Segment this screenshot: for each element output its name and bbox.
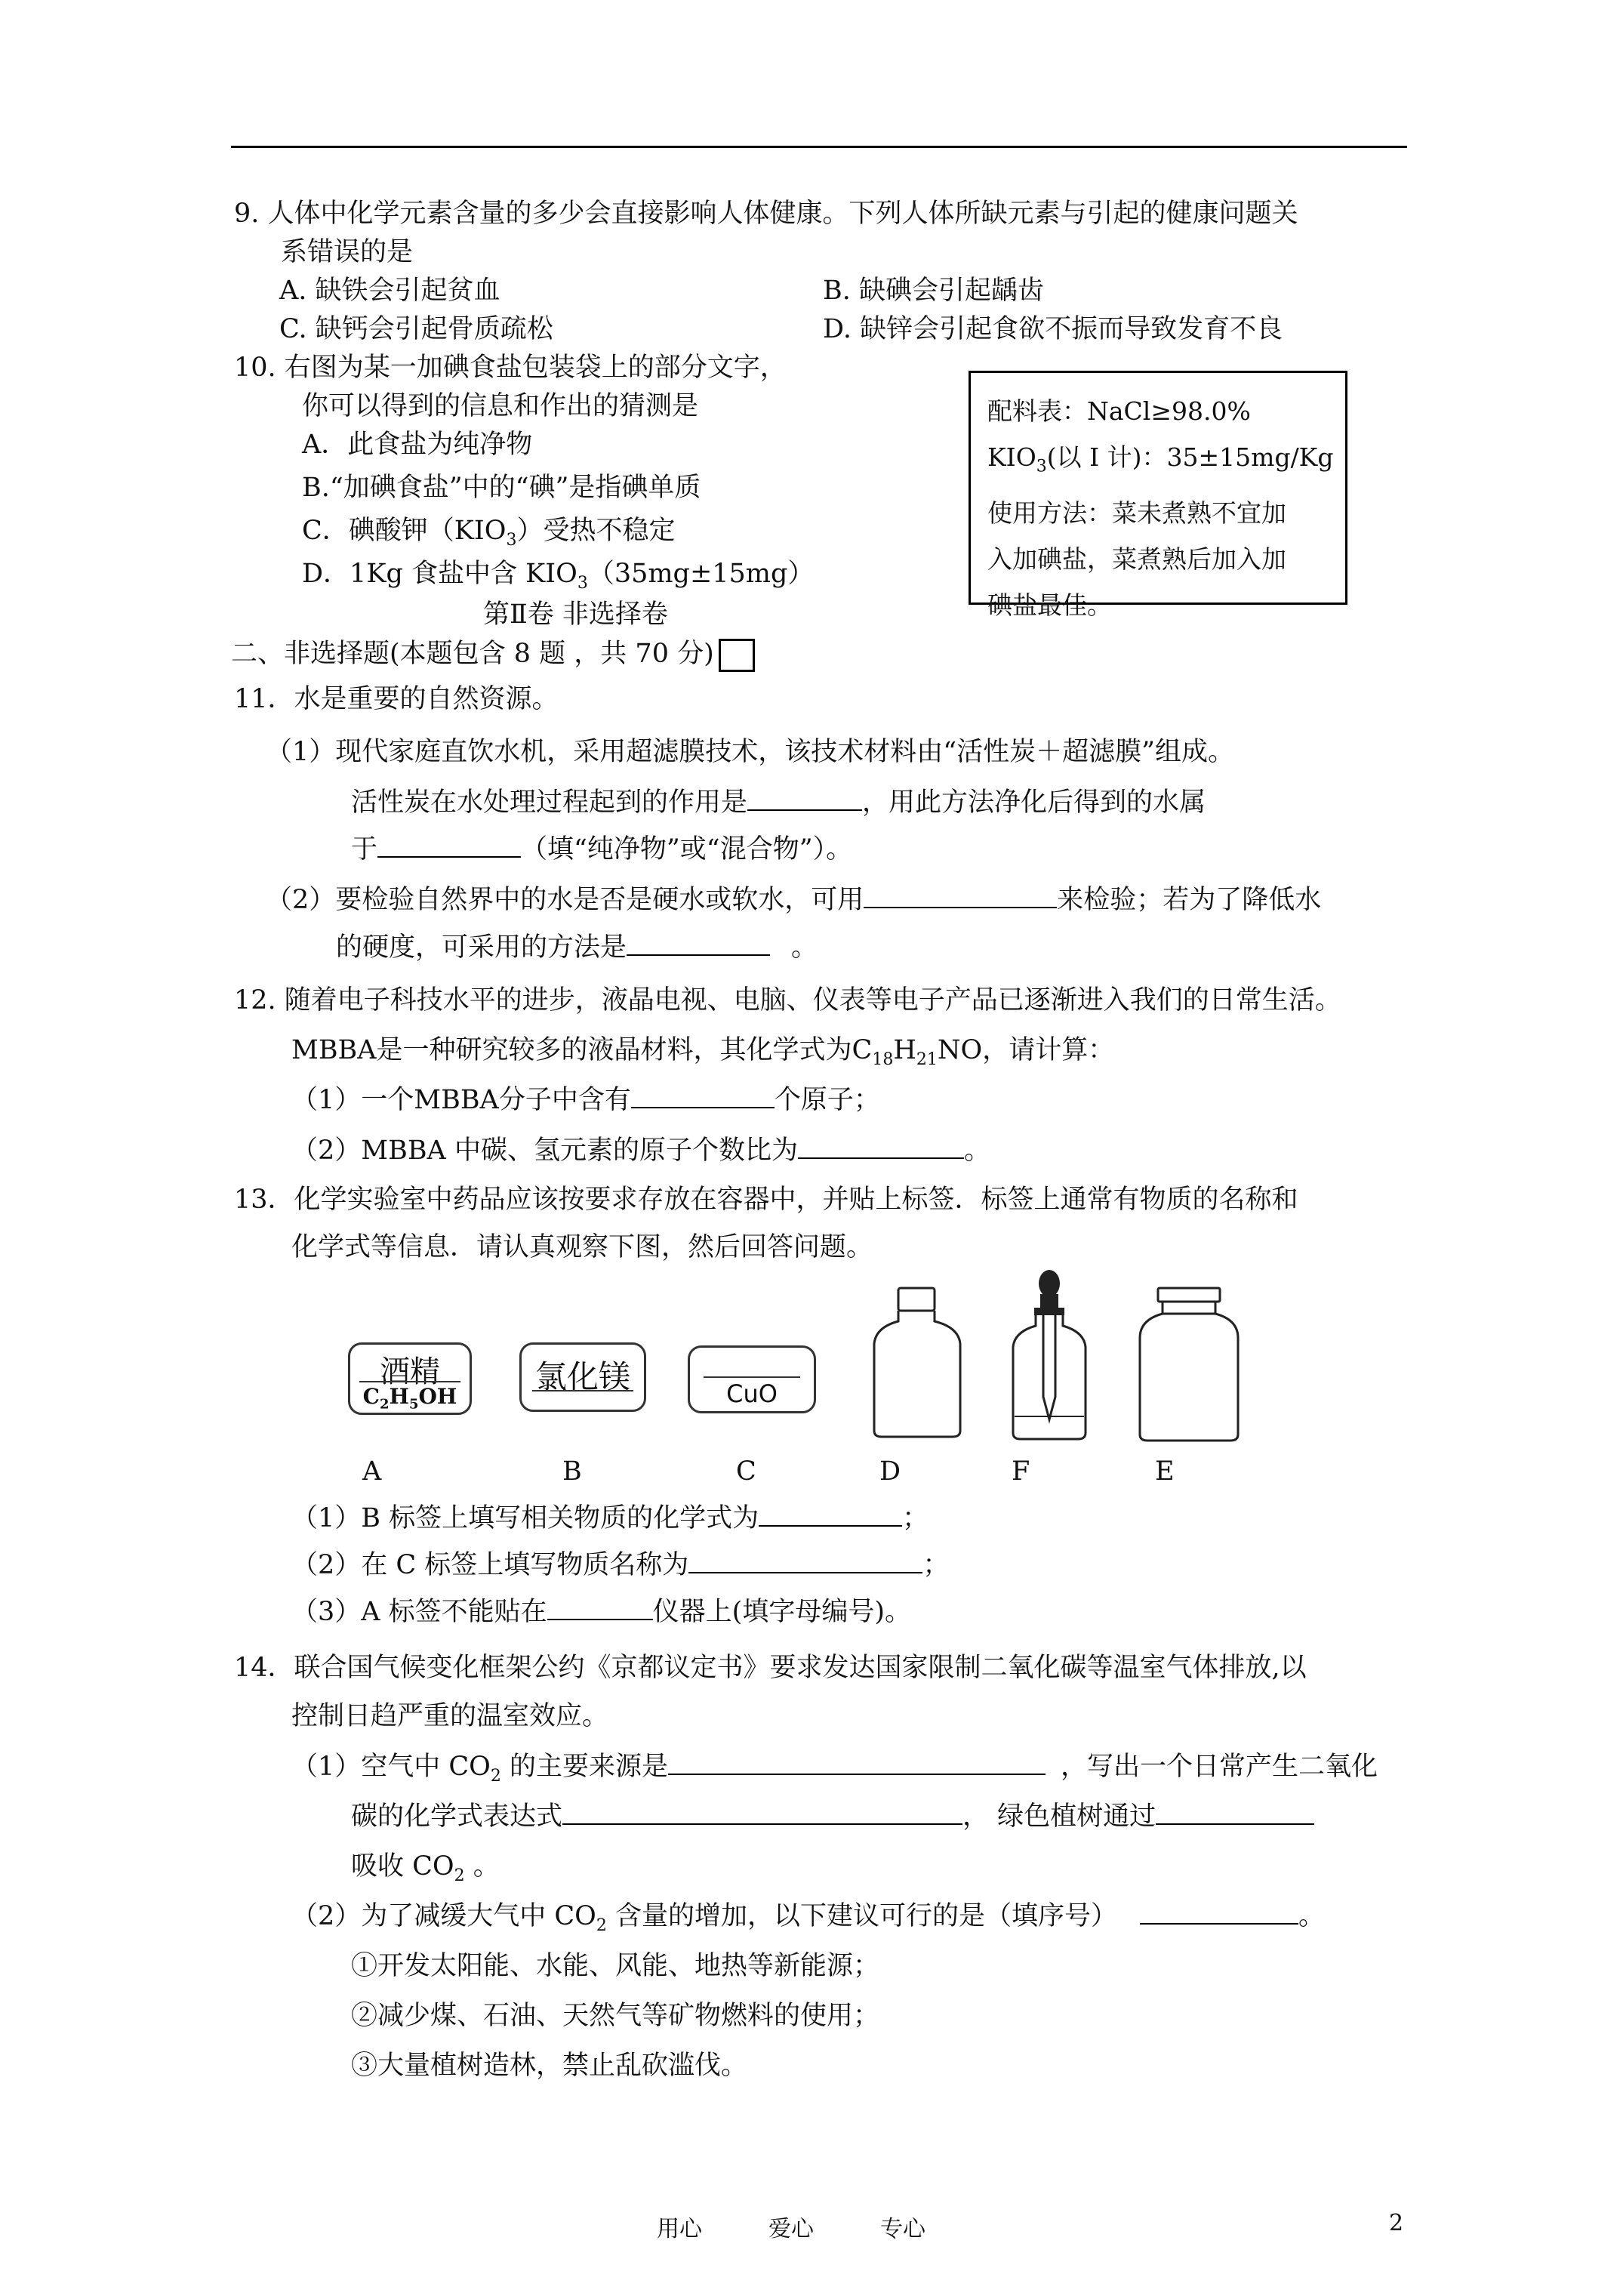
footer-text-2: 爱心 — [768, 2216, 814, 2242]
salt-label-line5: 碘盐最佳。 — [987, 590, 1112, 620]
answer-blank[interactable] — [377, 855, 521, 858]
q11-part2-line2: 的硬度，可采用的方法是 。 — [336, 932, 818, 963]
q13-part3: （3）A 标签不能贴在 仪器上(填字母编号)。 — [291, 1597, 911, 1627]
q9-option-d: D. 缺锌会引起食欲不振而导致发育不良 — [823, 314, 1283, 344]
q12-part1: （1）一个MBBA分子中含有 个原子； — [291, 1085, 880, 1115]
q9-option-a: A. 缺铁会引起贫血 — [279, 276, 500, 306]
q11-part1-line3: 于 （填“纯净物”或“混合物”）。 — [351, 834, 853, 864]
label-card-a — [348, 1342, 472, 1415]
salt-label-line2: $KIO_3$(以 I 计)：35±15mg/Kg — [987, 442, 1334, 476]
answer-blank[interactable] — [759, 1524, 902, 1527]
page-number: 2 — [1389, 2210, 1404, 2236]
answer-blank[interactable] — [864, 906, 1057, 908]
answer-blank[interactable] — [562, 1823, 962, 1825]
q14-option-2: ②减少煤、石油、天然气等矿物燃料的使用； — [351, 2001, 880, 2031]
letter-b: B — [562, 1456, 582, 1487]
label-b-name: 氯化镁 — [534, 1358, 630, 1395]
answer-blank[interactable] — [688, 1571, 922, 1573]
header-rule — [231, 146, 1407, 148]
answer-blank[interactable] — [1140, 1922, 1298, 1925]
q10-option-a: A．此食盐为纯净物 — [302, 430, 533, 460]
answer-blank[interactable] — [627, 954, 770, 956]
q12-stem-line1: 12. 随着电子科技水平的进步，液晶电视、电脑、仪表等电子产品已逐渐进入我们的日常生活。 — [234, 985, 1341, 1015]
footer-text-1: 用心 — [657, 2216, 702, 2242]
q13-stem-line1: 13．化学实验室中药品应该按要求存放在容器中，并贴上标签．标签上通常有物质的名称和 — [234, 1185, 1298, 1215]
q14-part1-line3: 吸收 $CO_2$ 。 — [351, 1851, 500, 1885]
q10-stem-line2: 你可以得到的信息和作出的猜测是 — [302, 391, 699, 421]
letter-f: F — [1012, 1456, 1030, 1487]
q9-option-b: B. 缺碘会引起龋齿 — [823, 276, 1044, 306]
label-a-formula: $C_2H_5OH$ — [362, 1384, 457, 1413]
label-a-name: 酒精 — [380, 1354, 440, 1389]
q14-option-1: ①开发太阳能、水能、风能、地热等新能源； — [351, 1951, 880, 1981]
q14-stem-line1: 14．联合国气候变化框架公约《京都议定书》要求发达国家限制二氧化碳等温室气体排放,以 — [234, 1653, 1307, 1683]
label-card-c — [688, 1345, 816, 1413]
salt-label-box — [969, 371, 1347, 620]
q14-option-3: ③大量植树造林，禁止乱砍滥伐。 — [351, 2051, 748, 2081]
q14-part2: （2）为了减缓大气中 $CO_2$ 含量的增加，以下建议可行的是（填序号） 。 — [291, 1901, 1326, 1935]
q14-part1-line1: （1）空气中 $CO_2$ 的主要来源是 ，写出一个日常产生二氧化 — [291, 1752, 1378, 1786]
q10-stem-line1: 10. 右图为某一加碘食盐包装袋上的部分文字， — [234, 353, 787, 383]
dropper-bottle-f-icon — [1004, 1268, 1095, 1446]
q11-part2-line1: （2）要检验自然界中的水是否是硬水或软水，可用 来检验；若为了降低水 — [266, 885, 1322, 915]
score-box — [719, 639, 755, 672]
salt-label-line4: 入加碘盐，菜煮熟后加入加 — [987, 544, 1286, 574]
section-heading: 二、非选择题(本题包含 8 题 ，共 70 分) — [231, 638, 755, 672]
q10-option-b: B.“加碘食盐”中的“碘”是指碘单质 — [302, 473, 701, 503]
q13-stem-line2: 化学式等信息．请认真观察下图，然后回答问题。 — [291, 1232, 873, 1262]
letter-d: D — [879, 1456, 901, 1487]
q14-stem-line2: 控制日趋严重的温室效应。 — [291, 1701, 609, 1731]
letter-c: C — [736, 1456, 756, 1487]
q11-part1-line1: （1）现代家庭直饮水机，采用超滤膜技术，该技术材料由“活性炭＋超滤膜”组成。 — [266, 737, 1235, 767]
q9-stem-line2: 系错误的是 — [281, 237, 414, 267]
q9-option-c: C. 缺钙会引起骨质疏松 — [279, 314, 553, 344]
answer-blank[interactable] — [798, 1157, 964, 1159]
answer-blank[interactable] — [1156, 1823, 1314, 1825]
q14-part1-line2: 碳的化学式表达式 ， 绿色植树通过 — [351, 1801, 1314, 1832]
answer-blank[interactable] — [631, 1106, 775, 1108]
salt-label-line3: 使用方法：菜未煮熟不宜加 — [987, 498, 1286, 528]
label-card-b — [519, 1342, 646, 1412]
q11-part1-line2: 活性炭在水处理过程起到的作用是 ，用此方法净化后得到的水属 — [351, 787, 1206, 818]
answer-blank[interactable] — [668, 1773, 1046, 1775]
salt-label-line1: 配料表：NaCl≥98.0% — [987, 396, 1251, 426]
q9-stem-line1: 9. 人体中化学元素含量的多少会直接影响人体健康。下列人体所缺元素与引起的健康问题关 — [234, 199, 1298, 229]
wide-mouth-bottle-e-icon — [1132, 1284, 1246, 1446]
q12-stem-line2: MBBA是一种研究较多的液晶材料，其化学式为$C_{18}H_{21}NO$，请计算： — [291, 1035, 1115, 1069]
answer-blank[interactable] — [547, 1618, 653, 1620]
footer-text-3: 专心 — [880, 2216, 925, 2242]
label-c-formula: CuO — [726, 1379, 778, 1408]
q11-stem: 11．水是重要的自然资源。 — [234, 684, 559, 714]
q10-option-c: C．碘酸钾$(KIO_3)$受热不稳定 — [302, 516, 676, 550]
reagent-bottle-d-icon — [868, 1284, 966, 1442]
q13-part2: （2）在 C 标签上填写物质名称为 ； — [291, 1550, 950, 1580]
q13-part1: （1）B 标签上填写相关物质的化学式为 ； — [291, 1503, 929, 1533]
letter-a: A — [362, 1456, 382, 1487]
letter-e: E — [1155, 1456, 1175, 1487]
section-title: 第Ⅱ卷 非选择卷 — [483, 599, 668, 630]
answer-blank[interactable] — [747, 809, 862, 811]
q12-part2: （2）MBBA 中碳、氢元素的原子个数比为 。 — [291, 1136, 990, 1166]
q10-option-d: D．1Kg 食盐中含 $KIO_3(35mg\pm 15mg)$ — [302, 559, 815, 593]
